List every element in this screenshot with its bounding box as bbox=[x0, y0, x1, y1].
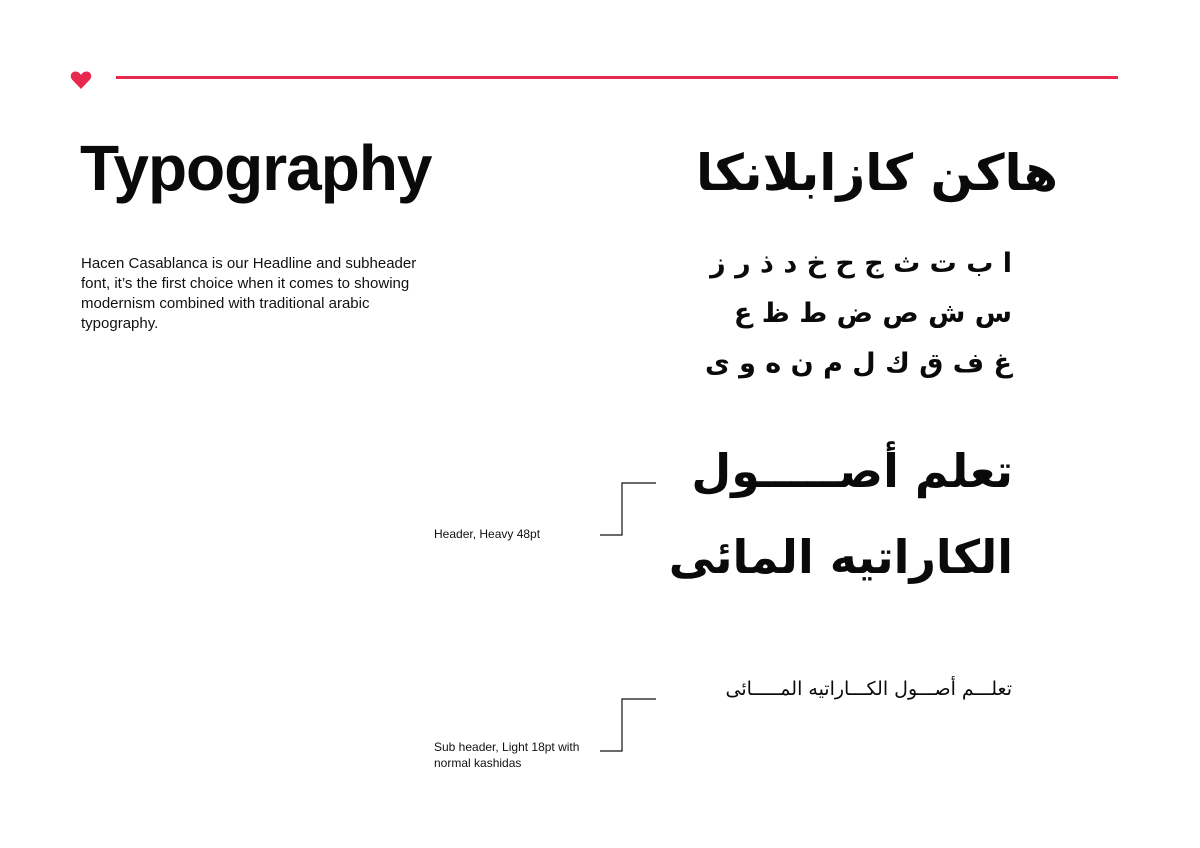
heart-icon bbox=[70, 70, 92, 90]
subheader-caption: Sub header, Light 18pt with normal kashidas bbox=[434, 740, 580, 770]
top-accent-rule bbox=[116, 76, 1118, 79]
header-connector-line bbox=[598, 480, 658, 540]
header-sample-line: تعلم أصـــــول bbox=[691, 444, 1013, 498]
header-caption: Header, Heavy 48pt bbox=[434, 527, 541, 541]
font-name-arabic: هاكن كازابلانكا bbox=[695, 144, 1058, 202]
subheader-sample: تعلـــم أصـــول الكـــاراتيه المـــــائى bbox=[725, 678, 1012, 700]
intro-paragraph: Hacen Casablanca is our Headline and subheader font, it’s the first choice when it comes to showing modernism combined with traditional arabic typography. bbox=[81, 255, 417, 332]
alphabet-line: ا ب ت ث ج ح خ د ذ ر ز bbox=[710, 248, 1012, 279]
page-title: Typography bbox=[80, 132, 432, 204]
alphabet-line: غ ف ق ك ل م ن ه و ى bbox=[704, 348, 1012, 379]
subheader-connector-line bbox=[598, 696, 658, 756]
header-sample-line: الكاراتيه المائى bbox=[668, 530, 1013, 584]
alphabet-line: س ش ص ض ط ظ ع bbox=[733, 298, 1012, 329]
